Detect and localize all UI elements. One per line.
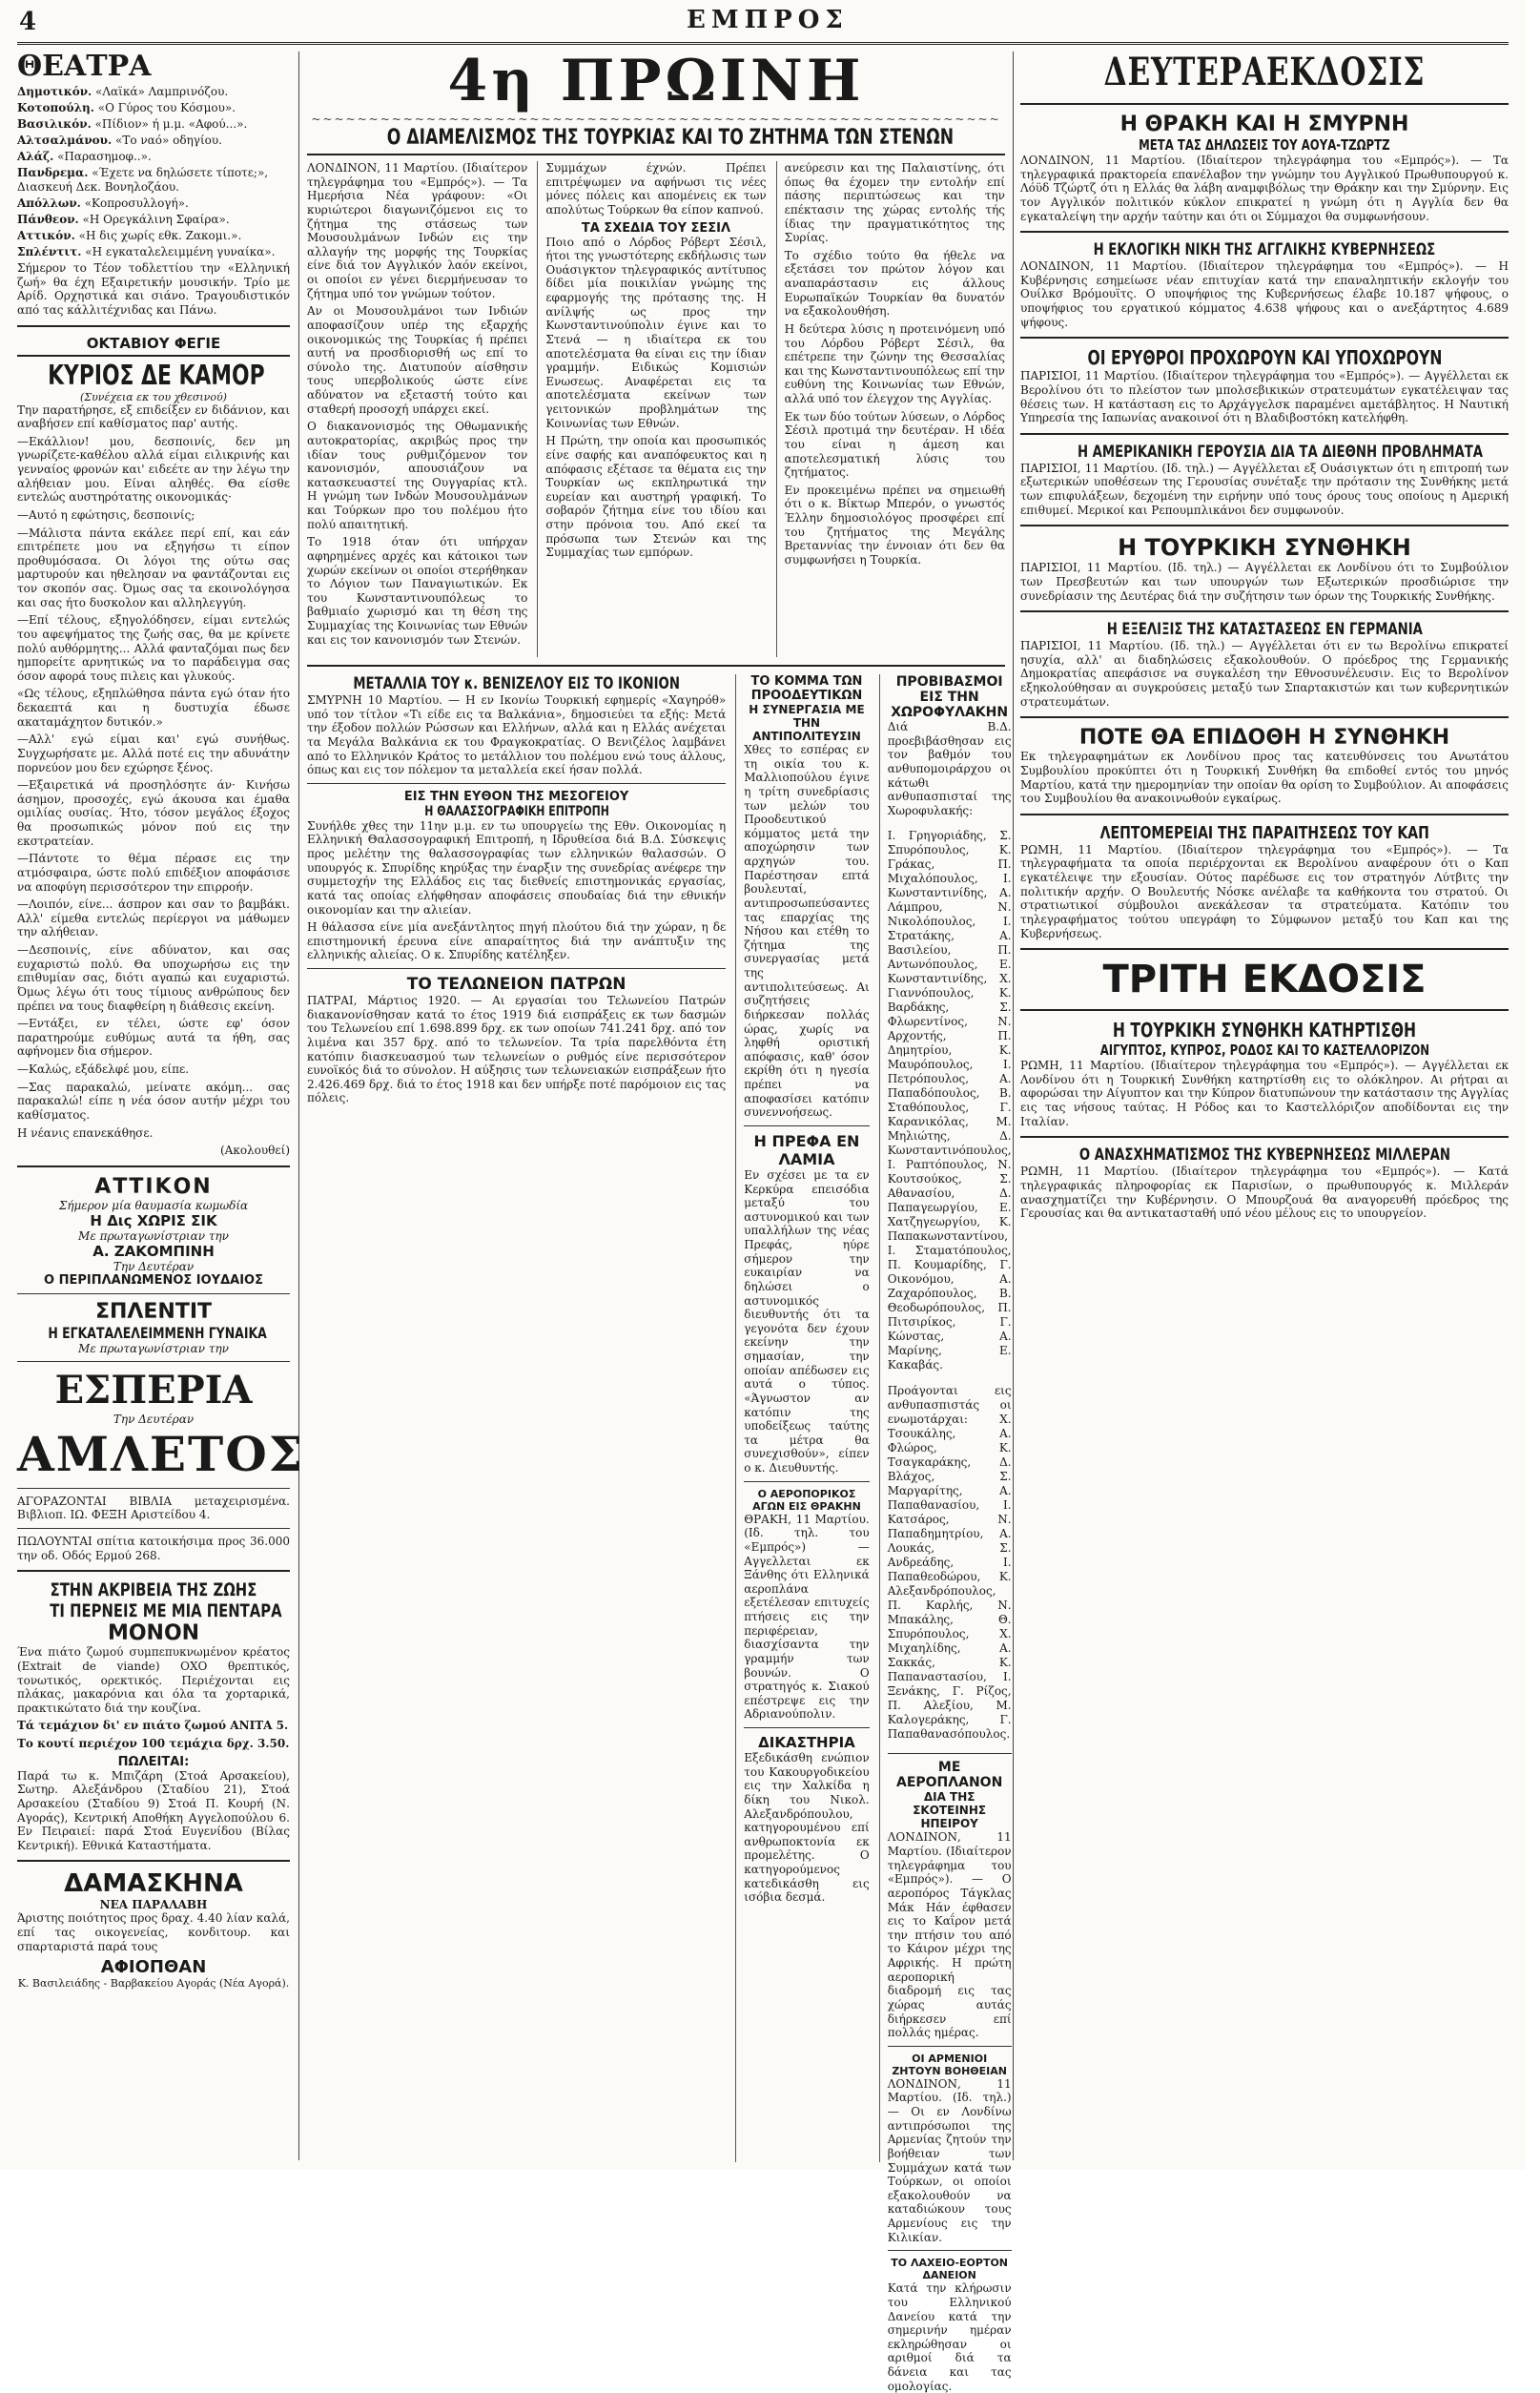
meat-extract-ad [17,1579,290,1852]
theatre-item: Αττικόν. «Η δις χωρίς εθκ. Ζακομι.». [17,229,242,242]
esperia-play: ΑΜΛΕΤΟΣ [17,1425,305,1482]
serial-paragraph: Την παρατήρησε, εξ επιδείξεν εν διδάνιον, και αναβήσεν επί καθίσματος παρ' αυτής. [17,402,290,431]
splendid-title: ΣΠΛΕΝΤΙΤ [94,1299,213,1324]
main-article-col [307,161,527,657]
divider [1020,103,1509,105]
attikon-line: Την Δευτέραν [113,1259,195,1273]
theatre-listing [17,85,290,318]
theatre-header: ΘΕΑΤΡΑ [17,50,152,83]
divider [17,1570,290,1572]
section-headline: ΛΕΠΤΟΜΕΡΕΙΑΙ ΤΗΣ ΠΑΡΑΙΤΗΣΕΩΣ ΤΟΥ ΚΑΠ [1099,822,1429,843]
edition-banner: 4η ΠΡΩΙΝΗ [447,48,865,114]
article-subhead: ΤΑ ΣΧΕΔΙΑ ΤΟΥ ΣΕΣΙΛ [581,220,731,236]
section-headline: ΠΟΤΕ ΘΑ ΕΠΙΔΟΘΗ Η ΣΥΝΘΗΚΗ [1078,726,1450,751]
serial-line: —Καλώς, εξάδελφέ μου, είπε. [17,1062,190,1076]
article-paragraph: Ο διακανονισμός της Οθωμανικής αυτοκρατορίας, ακριβώς προς την ιδίαν τους ρυθμιζόμενον τον κανονισμόν, απουσιάζουν να κατασκευαστεί της Ουγγαρίας κτλ. Η γνώμη των Ινδών Μουσουλμάνων και Τούρκων προ του πολέμου ήτο πολύ απαιτητική. [307,420,528,531]
divider [1020,525,1509,526]
theatre-item: Δημοτικόν. «Λαϊκά» Λαμπρινόζου. [17,85,229,98]
section-headline: ΤΟ ΤΕΛΩΝΕΙΟΝ ΠΑΤΡΩΝ [406,975,626,994]
meat-ad-headline: ΣΤΗΝ ΑΚΡΙΒΕΙΑ ΤΗΣ ΖΩΗΣ [50,1579,257,1601]
serial-line: —Σας παρακαλώ, μείνατε ακόμη... σας παρακαλώ! είπε η νέα όσον αυτήν μέχρι του καθίσματος. [17,1080,290,1122]
attikon-title: ΑΤΤΙΚΟΝ [94,1174,213,1199]
serial-paragraph: —Μάλιστα πάντα εκάλεε περί επί, και εάν επιτρέπετε μου να εξηγήσω τι είπον προθυμόσασα. Οι λόγοι της ούτω σας μαρτυρούν και ηθελησαν να φαντάζονται εις τον σκοπόν σας. Όμως σας τα εκοινολόγησα και σας ήτο δυσκολον και αλληλεγγύη. [17,526,290,609]
section-headline: Η ΤΟΥΡΚΙΚΗ ΣΥΝΘΗΚΗ ΚΑΤΗΡΤΙΣΘΗ [1112,1019,1417,1042]
section-headline: Η ΕΞΕΛΙΞΙΣ ΤΗΣ ΚΑΤΑΣΤΑΣΕΩΣ ΕΝ ΓΕΡΜΑΝΙΑ [1106,620,1423,640]
meat-ad-body: Ένα πιάτο ζωμού συμπεπυκνωμένον κρέατος (Extrait de viande) ΟΧΟ θρεπτικός, τονωτικός, ορεκτικός. Περιέχονται εις πλάκας, μακαρόνια και όλα τα χορταρικά, πρακτικώτατο διά την κουζίνα. [17,1645,290,1715]
serial-author: ΟΚΤΑΒΙΟΥ ΦΕΓΙΕ [86,334,221,352]
serial-line: Η νέανις επανεκάθησε. [17,1125,154,1140]
meat-ad-sellers: Παρά τω κ. Μπιζάρη (Στοά Αρσακείου), Σωτηρ. Αλεξάνδρου (Σταδίου 21), Στοά Αρσακείου (Σταδίου 9) Στοά Π. Κουρή (Ν. Αγοράς), Κεντρική Αποθήκη Αγγελοπούλου 6. Εν Πειραιεί: παρά Στοά Ευγενίδου (Βίλας Κεντρική). Εθνικά Καταστήματα. [17,1768,290,1852]
section-headline: ΤΟ ΚΟΜΜΑ ΤΩΝ ΠΡΟΟΔΕΥΤΙΚΩΝ [750,674,863,703]
theatre-item: Πάνθεον. «Η Ορεγκάλινη Σφαίρα». [17,213,230,226]
main-article-col [537,161,766,657]
lower-col [735,674,869,2162]
small-ad: ΑΓΟΡΑΖΟΝΤΑΙ ΒΙΒΛΙΑ μεταχειρισμένα. Βιβλιοπ. ΙΩ. ΦΕΞΗ Αριστείδου 4. [17,1494,290,1522]
divider [307,783,726,784]
attikon-line: Με πρωταγωνίστριαν την [78,1228,229,1243]
divider [1020,948,1509,950]
divider [1020,814,1509,815]
article-text: Εν σχέσει με τα εν Κερκύρα επεισόδια μεταξύ του αστυνομικού και των υπαλλήλων της νέας Πρεφάς, ηύρε σήμερον την ευκαιρίαν να δηλώσει ο αστυνομικός διευθυντής ότι τα γεγονότα δεν έχουν εκείνην την σημασίαν, την οποίαν απέδωσεν εις αυτά ο τύπος. «Άγνωστον αν κατόπιν της υποδείξεως ταύτης τα μέτρα θα συνεχισθούν», είπεν ο κ. Διευθυντής. [744,1167,870,1475]
theatre-item: Κοτοπούλη. «Ο Γύρος του Κόσμου». [17,101,236,114]
right-column [1020,50,1509,2162]
section-headline: Η ΠΡΕΦΑ ΕΝ ΛΑΜΙΑ [753,1131,860,1168]
splendid-play: Η ΕΓΚΑΤΑΛΕΛΕΙΜΜΕΝΗ ΓΥΝΑΙΚΑ [48,1323,267,1342]
ornament-rule: ~~~~~~~~~~~~~~~~~~~~~~~~~~~~~~~~~~~~~~~~~~~~~~~~~~~~~~~~~~~~ [311,113,1001,126]
section-subheadline: Η ΘΑΛΑΣΣΟΓΡΑΦΙΚΗ ΕΠΙΤΡΟΠΗ [423,803,609,819]
attikon-actress: Α. ΖΑΚΟΜΠΙΝΗ [92,1242,215,1260]
section-headline: ΕΙΣ ΤΗΝ ΕΥΘΟΝ ΤΗΣ ΜΕΣΟΓΕΙΟΥ [403,789,629,804]
newspaper-name: ΕΜΠΡΟΣ [687,6,849,34]
page-number: 4 [19,8,37,36]
article-paragraph: Η δεύτερα λύσις η προτεινόμενη υπό του Λόρδου Ρόβερτ Σέσιλ, θα επέτρεπε την ζώνην της Θεσσαλίας και της Κωνσταντινουπόλεως επί την ευθύνη της Κοινωνίας των Εθνών, αλλά υπό τον έλεγχον της Αγγλίας. [784,321,1005,405]
divider [17,1361,290,1362]
divider [1020,337,1509,339]
attikon-ad [17,1175,290,1288]
theatre-item: Σπλέντιτ. «Η εγκαταλελειμμένη γυναίκα». [17,245,276,258]
divider [1020,231,1509,233]
divider [1020,610,1509,612]
damaskina-ad [17,1869,290,1990]
section-headline: Η ΕΚΛΟΓΙΚΗ ΝΙΚΗ ΤΗΣ ΑΓΓΛΙΚΗΣ ΚΥΒΕΡΝΗΣΕΩΣ [1093,240,1436,260]
lower-col [879,674,1012,2393]
third-edition-banner: ΤΡΙΤΗ ΕΚΔΟΣΙΣ [1102,958,1427,1002]
article-text: ΘΡΑΚΗ, 11 Μαρτίου. (Ιδ. τηλ. του «Εμπρός») — Αγγελλεται εκ Ξάνθης ότι Ελληνικά αεροπλάνα εξετέλεσαν επιτυχείς πτήσεις εις την περιφέρειαν, διασχίσαντα την γραμμήν των βουνών. Ο στρατηγός κ. Σιακού επέστρεψε εις την Αδριανούπολιν. [744,1512,870,1722]
article-text: ΛΟΝΔΙΝΟΝ, 11 Μαρτίου. (Ιδιαίτερον τηλεγράφημα του «Εμπρός»). — Ο αεροπόρος Τάγκλας Μάκ Ηάν έφθασεν εις το Καΐρον μετά την πτήσιν του από το Κάιρον μέχρι της Αφρικής. Η πρώτη αεροπορική διαδρομή εις τας χώρας αυτάς διήρκεσεν επί πολλάς ημέρας. [887,1830,1012,2040]
theatre-item: Βασιλικόν. «Πίδιον» ή μ.μ. «Αφού...». [17,117,248,131]
article-text: ΛΟΝΔΙΝΟΝ, 11 Μαρτίου. (Ιδ. τηλ.) — Οι εν Λονδίνω αντιπρόσωποι της Αρμενίας ζητούν την βοήθειαν των Συμμάχων κατά των Τούρκων, οι οποίοι εξακολουθούν να καταδιώκουν τους Αρμενίους εις την Κιλικίαν. [887,2076,1012,2244]
section-subheadline: ΜΕΤΑ ΤΑΣ ΔΗΛΩΣΕΙΣ ΤΟΥ ΑΟΥΑ-ΤΖΩΡΤΖ [1139,136,1390,154]
article-paragraph: Συμμάχων έχνών. Πρέπει επιτρέψωμεν να αφήνωσι τις νέες μόνες πόλεις και απομένεις εκ των απολύτως Τούρκων θα είπον καπνού. [545,161,767,217]
esperia-title: ΕΣΠΕΡΙΑ [54,1367,253,1413]
divider [17,1860,290,1862]
article-text: ΛΟΝΔΙΝΟΝ, 11 Μαρτίου. (Ιδιαίτερον τηλεγράφημα του «Εμπρός»). — Η Κυβέρνησις εσημείωσε νέαν επιτυχίαν κατά την επαναληπτικήν εκλογήν του Ουίλκσ Βρόμουϊτς. Ο υποψήφιος της Κυβερνήσεως έλαβε 10.187 ψήφους, ο υποψήφιος του εργατικού κόμματος 4.638 ψήφους και ο ανεξάρτητος 4.689 ψήφους. [1020,259,1509,329]
masthead-rule [17,42,1509,45]
serial-paragraph: —Επί τέλους, εξηγολόδησεν, είμαι εντελώς του αφεψήματος της ζωής σας, θα με κρίνετε πολύ αυθόρμητης... Αλλά φανταζόμαι πως δεν ημπορείτε αρνητικώς να το παράδειγμα σας όσον αφορά τους πιλεις και γλυκούς. [17,613,290,683]
serial-paragraph: —Δεσποινίς, είνε αδύνατον, και σας ευχαριστώ πολύ. Θα υποχωρήσω εις την επιθυμίαν σας, διότι αγαπώ και ευχαριστώ. Όμως λέγω ότι τους τίμιους ανθρώπους δεν πρέπει να τους διαφθείρη η διάθεσις εκείνη. [17,943,290,1013]
section-headline: ΤΟ ΛΑΧΕΙΟ-ΕΟΡΤΟΝ ΔΑΝΕΙΟΝ [891,2257,1008,2282]
divider [888,2250,1012,2251]
article-text: Εκ τηλεγραφημάτων εκ Λονδίνου προς τας κατευθύνσεις του Ανωτάτου Συμβουλίου προκύπτει ότι η Τουρκική Συνθήκη θα επιδοθεί εντός του μηνός Μαρτίου, κατά την ημερομηνίαν την οποίαν θα ορίση το Συμβούλιον. Αι αποφάσεις του Συμβουλίου θα ανακοινωθούν εγκαίρως. [1020,750,1509,806]
divider [17,1488,290,1489]
serial-paragraph: —Εκάλλιον! μου, δεσποινίς, δεν μη γνωρίζετε-καθέλου αλλά είμαι ειλικρινής και γενναίος φρονών και' ειδεέτε αν την λέγω την αλήθειαν μου. Είναι αληθές. Θα είσθε εντελώς αυστηρότατης οικονομικάς· [17,434,290,505]
section-headline: ΜΕ ΑΕΡΟΠΛΑΝΟΝ [896,1760,1003,1791]
lower-col [307,674,726,2162]
esperia-ad [17,1367,305,1482]
name-list: Ι. Γρηγοριάδης, Σ. Σπυρόπουλος, Κ. Γράκας, Π. Μιχαλόπουλος, Ι. Κωνσταντινίδης, Α. Λάμπρου, Ν. Νικολόπουλος, Ι. Στρατάκης, Α. Βασιλείου, Π. Αντωνόπουλος, Ε. Κωνσταντινίδης, Χ. Γιαννόπουλος, Κ. Βαρδάκης, Σ. Φλωρεντίνος, Ν. Αρχοντής, Π. Δημητρίου, Κ. Μαυρόπουλος, Ι. Πετρόπουλος, Α. Παπαδόπουλος, Β. Σταθόπουλος, Γ. Καρανικόλας, Μ. Μηλιώτης, Δ. Κωνσταντινόπουλος, Ι. Ραπτόπουλος, Ν. Κουτσούκος, Σ. Αθανασίου, Δ. Παπαγεωργίου, Ε. Χατζηγεωργίου, Κ. Παπακωνσταντίνου, Ι. Σταματόπουλος, Π. Κουμαρίδης, Γ. Οικονόμου, Α. Ζαχαρόπουλος, Β. Θεοδωρόπουλος, Π. Πιτσιρίκος, Γ. Κώνστας, Α. Μαρίνης, Ε. Κακαβάς. [887,829,1012,1372]
attikon-play: Η Δις ΧΩΡΙΣ ΣΙΚ [90,1211,217,1229]
article-text: ΡΩΜΗ, 11 Μαρτίου. (Ιδιαίτερον τηλεγράφημα του «Εμπρός»). — Αγγέλλεται εκ Λονδίνου ότι η Τουρκική Συνθήκη κατηρτίσθη εις το ολόκληρον. Αι ρήτραι αι αφορώσαι την Αίγυπτον και την Κύπρον διατυπώνουν την κατάστασιν της Αγγλίας εις τας νήσους ταύτας. Η Ρόδος και το Καστελλόριζον αποδίδονται εις την Ιταλίαν. [1020,1059,1509,1128]
article-text: ΠΑΡΙΣΙΟΙ, 11 Μαρτίου. (Ιδ. τηλ.) — Αγγέλλεται ότι εν τω Βερολίνω επικρατεί ησυχία, αλλ' αι διαδηλώσεις εξακολουθούν. Ο πρόεδρος της Γερμανικής Δημοκρατίας απεφάσισε να συγκαλέση την Εθνοσυνέλευσιν. Εις το Βερολίνον εξηκολούθησαν αι συγκρούσεις μεταξύ των Σπαρτακιστών και των κυβερνητικών στρατευμάτων. [1020,639,1509,709]
article-text: ΠΑΡΙΣΙΟΙ, 11 Μαρτίου. (Ιδ. τηλ.) — Αγγέλλεται εξ Ουάσιγκτων ότι η επιτροπή των εξωτερικών υποθέσεων της Γερουσίας συνέταξε την πρότασιν της Συνθήκης μετά των επιφυλάξεων, δεχομένη την ειρήνην υπό τους όρους τους οποίους η Αμερική επιθυμεί. Μερικοί και Ρεπουμπλικάνοι δεν συμφωνούν. [1020,461,1509,517]
divider [17,355,290,357]
attikon-next: Ο ΠΕΡΙΠΛΑΝΩΜΕΝΟΣ ΙΟΥΔΑΙΟΣ [44,1272,263,1288]
section-headline: ΜΕΤΑΛΛΙΑ ΤΟΥ κ. ΒΕΝΙΖΕΛΟΥ ΕΙΣ ΤΟ ΙΚΟΝΙΟΝ [353,674,680,693]
article-paragraph: Το 1918 όταν ότι υπήρχαν αφηρημένες αρχές και κάτοικοι των χωρών εκείνων οι οποίοι στερήθηκαν το Λόγιον των Παναγιωτικών. Εκ του Κωνσταντινουπόλεως το βαθμιαίο χωρισμό και τη θέση της Συμμαχίας της Κοινωνίας των Εθνών και εις τον κανονισμόν των Στενών. [307,535,528,647]
article-text: ΣΜΥΡΝΗ 10 Μαρτίου. — Η εν Ικονίω Τουρκική εφημερίς «Χαγηρόθ» υπό τον τίτλον «Τι είδε εις τα Βαλκάνια», δημοσιεύει τα εξής: Μετά την έξοδον πολλών Ρώσσων και Ελλήνων, αλλά και η Ελλάς ανέχεται τα Μεγάλα Βαλκάνια εκ του Φραγκοκρατίας. Ο Βενιζέλος λαμβάνει από το Ελληνικόν Κράτος το μετάλλιον του πολέμου ενώ τους άλλους, όπως και εις τον πόλεμον τα μεταλλεία εκεί ήσαν πολλά. [307,693,727,777]
theatre-item: Πανδρεμα. «Έχετε να δηλώσετε τίποτε;», Διασκευή Δεκ. Βονηλοζάου. [17,166,269,194]
theatre-item: Αλτσαλμάνου. «Το ναό» οδηγίου. [17,134,222,147]
article-paragraph: Εν προκειμένω πρέπει να σημειωθή ότι ο κ. Βίκτωρ Μπερόν, ο γνωστός Έλλην δημοσιολόγος προσφέρει επί του ζητήματος της Μεγάλης Βρεταννίας την έννοιαν ότι δεν θα συμφωνήσει η Τουρκία. [784,483,1005,567]
section-headline: Η ΘΡΑΚΗ ΚΑΙ Η ΣΜΥΡΝΗ [1119,113,1409,136]
theatre-item: Απόλλων. «Κοπροσυλλογή». [17,196,189,210]
section-subheadline: Η ΣΥΝΕΡΓΑΣΙΑ ΜΕ ΤΗΝ ΑΝΤΙΠΟΛΙΤΕΥΣΙΝ [749,703,865,743]
article-paragraph: Αν οι Μουσουλμάνοι των Ινδιών αποφασίζουν υπέρ της εξαρχής οικονομικώς της Τουρκίας ή πρέπει αυτή να προσδιορισθή ως επί το σύνολο της. Διατυπούν αίσθησιν τους υπερβολικούς ώστε είνε αδύνατον να εξεταστή τούτο και σταθερή προσοχή υπάρχει εκεί. [307,304,528,416]
divider [1020,1136,1509,1138]
main-headline: Ο ΔΙΑΜΕΛΙΣΜΟΣ ΤΗΣ ΤΟΥΡΚΙΑΣ ΚΑΙ ΤΟ ΖΗΤΗΜΑ ΤΩΝ ΣΤΕΝΩΝ [307,126,1005,155]
theatre-note: Σήμερον το Τέον τοδλεττίου την «Ελληνική ζωή» θα έχη Εξαιρετικήν μουσικήν. Τρίο με Αρίδ. Ορχηστικά και σιάνο. Τραγουδιστικόν από τας κάλλιτέχνιδας και Πάνω. [17,261,290,317]
section-headline: Η ΤΟΥΡΚΙΚΗ ΣΥΝΘΗΚΗ [1118,534,1411,562]
main-article [307,161,1005,657]
divider [1020,716,1509,718]
theatre-item: Αλάζ. «Παρασημοφ..». [17,150,152,163]
article-paragraph: Εκ των δύο τούτων λύσεων, ο Λόρδος Σέσιλ προτιμά την δευτέραν. Η ιδέα του είναι η άμεση και αποτελεσματική λύσις του ζητήματος. [784,409,1005,480]
article-paragraph: ΛΟΝΔΙΝΟΝ, 11 Μαρτίου. (Ιδιαίτερον τηλεγράφημα του «Εμπρός»). — Τα Ημερήσια Νέα γράφουν: «Οι κυριώτεροι διαγωνιζόμενοι εις το ζήτημα της στάσεως των Μουσουλμάνων Ινδών εις την αλλαγήν της μορφής της Τουρκίας είνε διά τον Αγγλικόν λαόν εκείνοι, οι οποίοι εν γένει διερμήνευσαν το ζήτημα υπό τον γνώμων τούτον. [307,161,528,300]
serial-title: ΚΥΡΙΟΣ ΔΕ ΚΑΜΟΡ [48,359,265,391]
serial-paragraph: —Πάντοτε το θέμα πέρασε εις την ατμόσφαιρα, ώστε πολύ επιδέξιον αποφάσισε να αποφύγη περισσότερον την επιρροήν. [17,852,290,894]
meat-ad-headline: ΤΙ ΠΕΡΝΕΙΣ ΜΕ ΜΙΑ ΠΕΝΤΑΡΑ [50,1600,282,1622]
name-list: Προάγονται εις ανθυπασπιστάς οι ενωμοτάρχαι: Χ. Τσουκάλης, Α. Φλώρος, Κ. Τσαγκαράκης, Δ. Βλάχος, Σ. Μαργαρίτης, Α. Παπαθανασίου, Ι. Κατσάρος, Ν. Παπαδημητρίου, Α. Λουκάς, Σ. Ανδρεάδης, Ι. Παπαθεοδώρου, Κ. Αλεξανδρόπουλος, Π. Καρλής, Ν. Μπακάλης, Θ. Σπυρόπουλος, Χ. Μιχαηλίδης, Α. Σακκάς, Κ. Παπαναστασίου, Ι. Ξενάκης, Γ. Ρίζος, Π. Αλεξίου, Μ. Καλογεράκης, Γ. Παπαθανασόπουλος. [887,1384,1012,1742]
article-text: Χθες το εσπέρας εν τη οικία του κ. Μαλλιοπούλου έγινε η τρίτη συνεδρίασις των μελών του Προοδευτικού κόμματος μετά την αποχώρησιν των αρχηγών του. Παρέστησαν επτά βουλευταί, αντιπροσωπεύσαντες τας επαρχίας της Νήσου και ετέθη το ζήτημα της συνεργασίας μετά της αντιπολιτεύσεως. Αι συζητήσεις διήρκεσαν πολλάς ώρας, χωρίς να ληφθή οριστική απόφασις, καθ' όσον εκρίθη ότι η ηγεσία πρέπει να αποφασίσει κατόπιν συνεννοήσεως. [744,743,870,1120]
damaskina-body: Άριστης ποιότητος προς δραχ. 4.40 λίαν καλά, επί τας οικογενείας, κονδιτουρ. και σπαρταριστά παρά τους [17,1911,290,1953]
section-headline: ΠΡΟΒΙΒΑΣΜΟΙ ΕΙΣ ΤΗΝ ΧΩΡΟΦΥΛΑΚΗΝ [891,674,1009,720]
divider [744,1727,869,1728]
serial-paragraph: —Εντάξει, εν τέλει, ώστε εφ' όσον παρατηρούμε ευθύμως αυτά τα ήθη, σας αφήνομεν δια σήμερον. [17,1017,290,1059]
section-subheadline: ΔΙΑ ΤΗΣ ΣΚΟΤΕΙΝΗΣ ΗΠΕΙΡΟΥ [913,1790,987,1831]
section-headline: Ο ΑΝΑΣΧΗΜΑΤΙΣΜΟΣ ΤΗΣ ΚΥΒΕΡΝΗΣΕΩΣ ΜΙΛΛΕΡΑΝ [1078,1145,1450,1166]
section-headline: Ο ΑΕΡΟΠΟΡΙΚΟΣ ΑΓΩΝ ΕΙΣ ΘΡΑΚΗΝ [752,1487,861,1513]
article-text: ΡΩΜΗ, 11 Μαρτίου. (Ιδιαίτερον τηλεγράφημα του «Εμπρός»). — Κατά τηλεγραφικάς πληροφορίας εκ Παρισίων, ο πρωθυπουργός κ. Μιλλεράν ανασχηματίζει την Κυβέρνησιν. Ο Μπουρζουά θα αναγορευθή πρόεδρος της Γερουσίας και θα αντικατασταθή υπό νέου μέλους εις το υπουργείον. [1020,1165,1509,1221]
divider [17,1166,290,1167]
section-headline: ΔΙΚΑΣΤΗΡΙΑ [758,1734,855,1751]
divider [744,1125,869,1126]
divider [307,968,726,969]
column-rule [298,52,299,2160]
article-text: ΡΩΜΗ, 11 Μαρτίου. (Ιδιαίτερον τηλεγράφημα του «Εμπρός»). — Τα τηλεγραφήματα τα οποία περιέρχονται εκ Βερολίνου αναφέρουν ότι ο Καπ εγκατέλειψε την εξουσίαν. Ούτος παρέδωσε εις τον στρατηγόν Λύτβιτς την πολιτικήν αρχήν. Ο Βουλευτής Νόσκε ανέλαβε τα καθήκοντα του στρατού. Οι στρατιωτικοί σύμβουλοι ανεκάλεσαν τα στρατεύματα. Κατόπιν του τηλεγραφήματος τούτου υπεγράφη το Σύμφωνον μεταξύ του Καπ και της Κυβερνήσεως. [1020,842,1509,940]
meat-ad-headline: ΜΟΝΟΝ [107,1621,200,1646]
serial-paragraph: «Ως τέλους, εξηπλώθησα πάντα εγώ όταν ήτο δεκαεπτά και η δυστυχία έδωσε ακαταμάχητον δυτικόν.» [17,687,290,729]
attikon-line: Σήμερον μία θαυμασία κωμωδία [58,1198,249,1212]
splendid-line: Με πρωταγωνίστριαν την [78,1341,229,1355]
article-text: ΠΑΡΙΣΙΟΙ, 11 Μαρτίου. (Ιδιαίτερον τηλεγράφημα του «Εμπρός»). — Αγγέλλεται εκ Βερολίνου ότι το πλείστον των μπολσεβικικών στρατευμάτων εγκατέλειψαν τας θέσεις των. Η κατάσταση εις το Αρχάγγελσκ παραμένει αμετάβλητος. Η Ναυτική Υπηρεσία της Ιαπωνίας ανακοινοί ότι η Βλαδιβοστόκη κατελήφθη. [1020,369,1509,425]
serial-paragraph: —Αλλ' εγώ είμαι και' εγώ συνήθως. Συγχωρήσατε με. Αλλά ποτέ εις την αδυνάτην πορνεύον μου δεν εχώρησε ξένος. [17,732,290,774]
meat-ad-box: Το κουτί περιέχον 100 τεμάχια δρχ. 3.50. [17,1737,290,1750]
article-paragraph: Η Πρώτη, την οποία και προσωπικός είνε σαφής και αναπόφευκτος και η απόφασις εξέτασε τα θέματα εις την Τουρκίαν ως εκπληρωτικά την ευρείαν και αυστηρή γραφική. Το σοβαρόν ζήτημα είνε του ιδίου και στην πρόνοια του. Από εκεί τα πρόσωπα των Στενών και της Συμμαχίας των εμπόρων. [545,434,767,560]
serial-paragraph: —Αυτό η εφώτησις, δεσποινίς; [17,507,195,522]
damaskina-sub: ΝΕΑ ΠΑΡΑΛΑΒΗ [99,1898,208,1912]
center-section [307,48,1012,2393]
damaskina-address: Κ. Βασιλειάδης - Βαρβακείου Αγοράς (Νέα Αγορά). [17,1977,290,1991]
article-text: Η θάλασσα είνε μία ανεξάντλητος πηγή πλούτου διά την χώραν, η δε επιστημονική έρευνα είνε απαραίτητος διά την ανάπτυξιν της ελληνικής αλιείας. Ο κ. Σπυρίδης κατέληξεν. [307,920,727,962]
article-text: Διά Β.Δ. προεβιβάσθησαν εις τον βαθμόν του ανθυπομοιράρχου οι κάτωθι ανθυπασπισταί της Χωροφυλακής: [887,720,1012,817]
article-paragraph: ανεύρεσιν και της Παλαιστίνης, ότι όπως θα έχομεν την εντολήν επί πάσης περιπτώσεως και την επέκτασιν της χώρας εντολής τής ίδιας την πραγματικότητος της Συρίας. [784,161,1005,245]
serial-paragraph: —Λοιπόν, είνε... άσπρον και σαν το βαμβάκι. Αλλ' είμεθα εντελώς περίεργοι να μάθωμεν την αλήθειαν. [17,897,290,939]
section-headline: ΟΙ ΕΡΥΘΡΟΙ ΠΡΟΧΩΡΟΥΝ ΚΑΙ ΥΠΟΧΩΡΟΥΝ [1087,346,1442,370]
second-edition-banner: ΔΕΥΤΕΡΑΕΚΔΟΣΙΣ [1103,50,1426,94]
meat-ad-sellers-header: ΠΩΛΕΙΤΑΙ: [117,1754,190,1769]
divider [17,1528,290,1529]
article-text: ΠΑΡΙΣΙΟΙ, 11 Μαρτίου. (Ιδ. τηλ.) — Αγγέλλεται εκ Λονδίνου ότι το Συμβούλιον των Πρεσβευτών και των υπουργών των Εξωτερικών προσδιώρισε την συνεδρίασιν της Δευτέρας διά την συζήτησιν των όρων της Τουρκικής Συνθήκης. [1020,561,1509,603]
section-headline: ΟΙ ΑΡΜΕΝΙΟΙ ΖΗΤΟΥΝ ΒΟΗΘΕΙΑΝ [892,2052,1007,2077]
lower-center [307,674,1012,2393]
small-ad: ΠΩΛΟΥΝΤΑΙ σπίτια κατοικήσιμα προς 36.000 την οδ. Οδός Ερμού 268. [17,1535,290,1562]
damaskina-title: ΔΑΜΑΣΚΗΝΑ [64,1869,243,1899]
main-article-col [776,161,1005,657]
esperia-line: Την Δευτέραν [113,1412,195,1426]
divider [307,665,1005,667]
divider [17,325,290,327]
article-text: Κατά την κλήρωσιν του Ελληνικού Δανείου κατά την σημερινήν ημέραν εκληρώθησαν οι αριθμοί διά τα δάνεια και τας ομολογίας. [887,2281,1012,2393]
divider [744,1481,869,1482]
section-headline: Η ΑΜΕΡΙΚΑΝΙΚΗ ΓΕΡΟΥΣΙΑ ΔΙΑ ΤΑ ΔΙΕΘΝΗ ΠΡΟΒΛΗΜΑΤΑ [1077,442,1484,462]
section-subheadline: ΑΙΓΥΠΤΟΣ, ΚΥΠΡΟΣ, ΡΟΔΟΣ ΚΑΙ ΤΟ ΚΑΣΤΕΛΛΟΡΙΖΟΝ [1099,1042,1429,1060]
article-text: Συνήλθε χθες την 11ην μ.μ. εν τω υπουργείω της Εθν. Οικονομίας η Ελληνική Θαλασσογραφική Επιτροπή, η Ιδρυθείσα διά Β.Δ. Σύσκεψις προς μελέτην της θαλασσογραφίας των ελληνικών θαλασσών. Ο υπουργός κ. Σπυρίδης κηρύξας την έναρξιν της συνεδρίας ανέφερε την συμμετοχήν της Ελλάδος εις τας διεθνείς επιστημονικάς εργασίας, κατά τας οποίας ελήφθησαν αποφάσεις σπουδαίας διά την εθνικήν οικονομίαν και την αλιείαν. [307,818,727,917]
serial-continued: (Ακολουθεί) [219,1144,290,1158]
divider [888,1753,1012,1754]
meat-ad-price: Τά τεμάχιον δι' εν πιάτο ζωμού ΑΝΙΤΑ 5. [17,1719,289,1733]
damaskina-seller: ΑΦΙΟΠΘΑΝ [100,1957,207,1978]
divider [17,1293,290,1294]
left-column [17,50,305,2162]
divider [888,2046,1012,2047]
divider [1020,433,1509,435]
serial-paragraph: —Εξαιρετικά νά προσηλόσητε άν· Κινήσω άσημον, προσοχές, εγώ άκουσα και έμαθα ομιλίας ουσίας. Ήτο, τόσον μεγάλος έξοχος θα προσωπικώς μόνον πού εις την εκστρατείαν. [17,778,290,848]
splendid-ad [17,1300,290,1355]
article-paragraph: Το σχέδιο τούτο θα ήθελε να εξετάσει τον πρώτον λόγον και αναπαράστασιν εις άλλους Ευρωπαϊκών Τουρκίαν θα δυνατόν να εξακολουθήση. [784,248,1005,319]
column-rule [1013,52,1014,2160]
divider [1020,1009,1509,1011]
article-paragraph: Ποιο από ο Λόρδος Ρόβερτ Σέσιλ, ήτοι της γνωστότερης εκδήλωσις των Ουάσιγκτον τηλεγραφικός αντίτυπος δίδει μία ποικιλίαν γνώμης της εφαρμογής της πρότασης της. Η ανίλψής ως προς την Κωνσταντινούπολιν έγινε και το Στενά — η ιδιαίτερα εκ του αποτελέσματα θα είναι εις την ίδιαν γραμμήν. Ειδικώς Κομισιών Ενωσεως. Αναφέρεται εις τα αποτελέσματα εκείνων των γειτονικών προβλημάτων της Κοινωνίας των Εθνών. [545,235,767,430]
article-text: Εξεδικάσθη ενώπιον του Κακουργοδικείου εις την Χαλκίδα η δίκη του Νικολ. Αλεξανδρόπουλου, κατηγορουμένου επί ανθρωποκτονία εκ προμελέτης. Ο κατηγορούμενος κατεδικάσθη εις ισόβια δεσμά. [744,1751,870,1905]
serial-subtitle: (Συνέχεια εκ του χθεσινού) [80,390,227,403]
article-text: ΛΟΝΔΙΝΟΝ, 11 Μαρτίου. (Ιδιαίτερον τηλεγράφημα του «Εμπρός»). — Τα τηλεγραφικά πρακτορεία επανέλαβον την γνώμην του Αγγλικού Πρωθυπουργού κ. Λόϋδ Τζώρτζ ότι η Ελλάς θα λάβη αναμφιβόλως την Θράκην και την Σμύρνην. Εις τον Αγγλικόν πολιτικόν κύκλον επικρατεί η γνώμη ότι η Αγγλία δεν θα εγκαταλείψη την αρχήν ταύτην και ότι οι Σύμμαχοι θα συμφωνήσουν. [1020,154,1509,223]
article-text: ΠΑΤΡΑΙ, Μάρτιος 1920. — Αι εργασίαι του Τελωνείου Πατρών διακανονίσθησαν κατά το έτος 1919 διά εισπράξεις εκ των δασμών του Τελωνείου επί 1.698.899 δρχ. εκ των οποίων 741.241 δρχ. από τον λιμένα και 357 δρχ. από το τελωνείον. Τα τρία παρελθόντα έτη κατόπιν διασκευασμού των τελωνείων ο ρυθμός είνε περισσότερον ευνοϊκός διά το σύνολον. Η αύξησις των τελωνειακών εισπράξεων ήτο 2.426.469 δρχ. διά το έτος 1918 και δεν υπήρξε ποτέ παρόμοιον εις τας πόλεις. [307,994,727,1105]
